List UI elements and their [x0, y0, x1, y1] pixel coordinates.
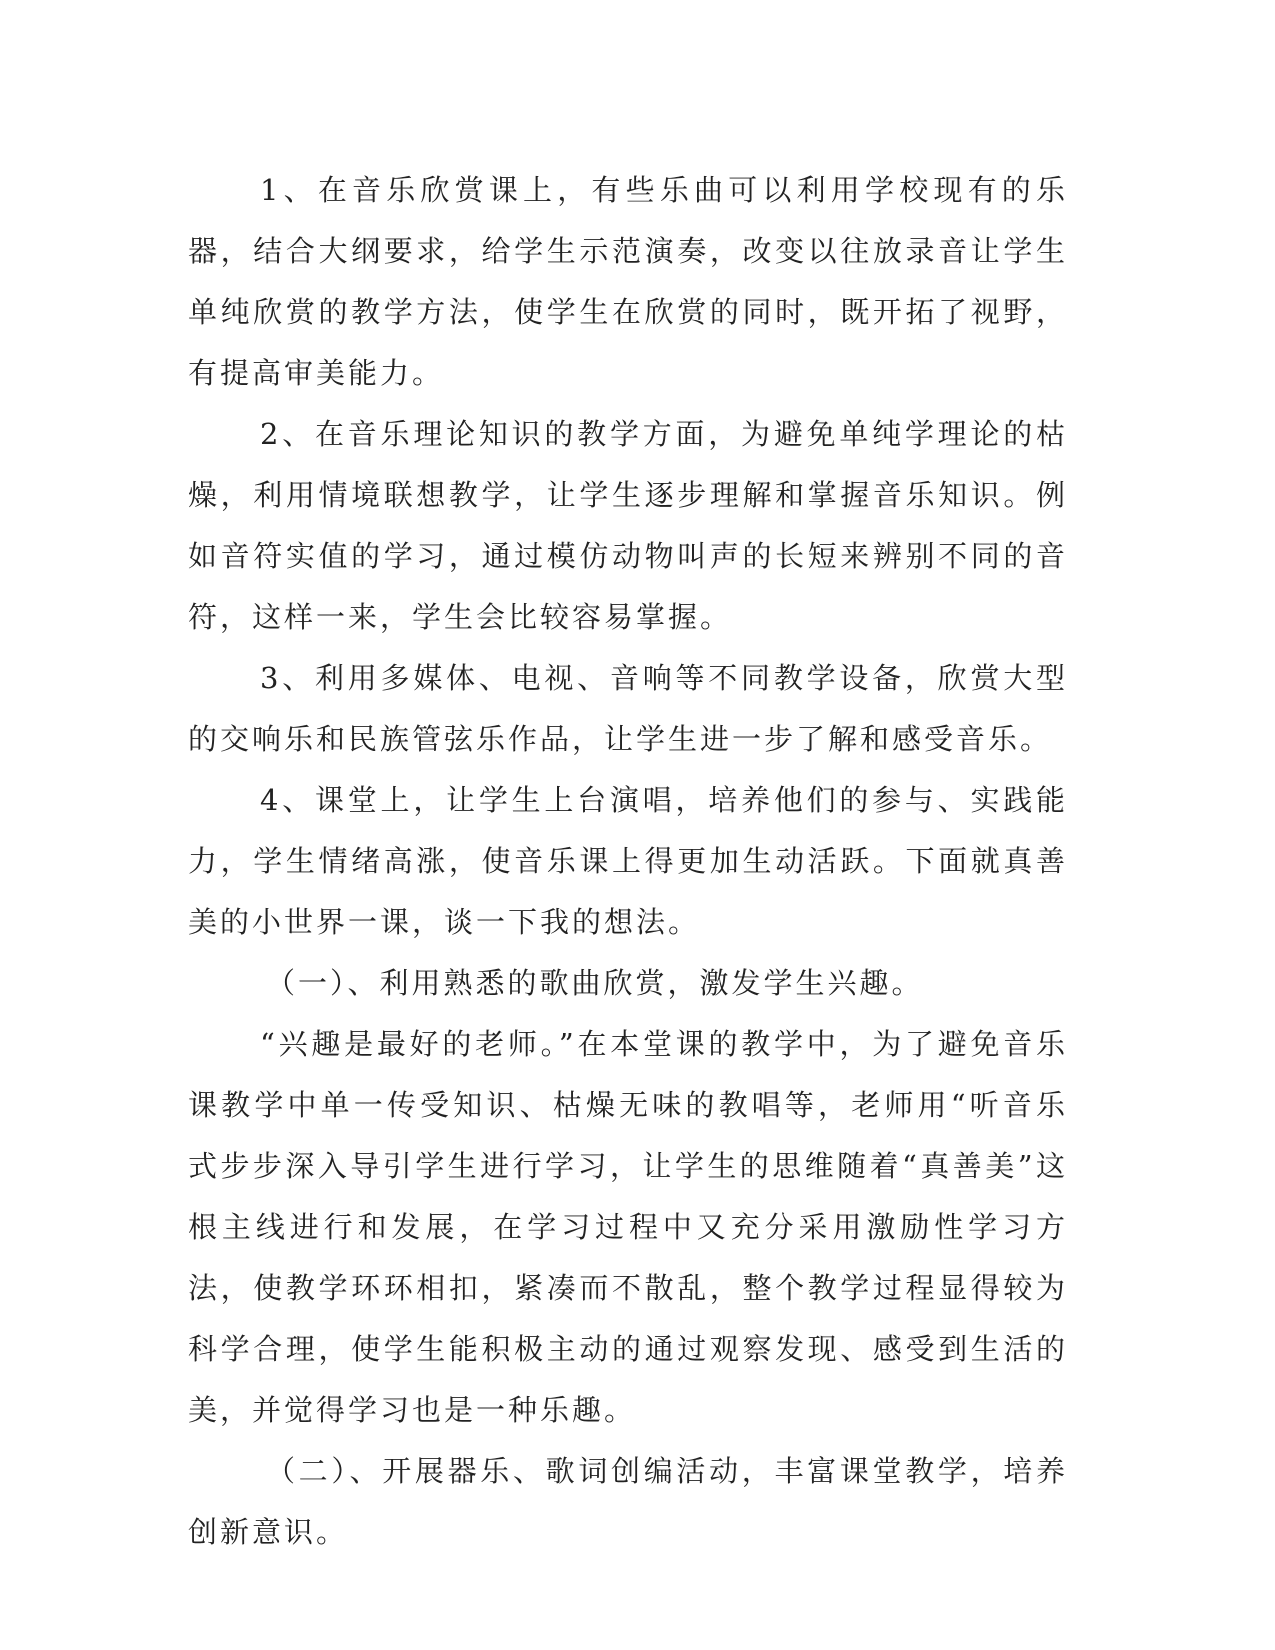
paragraph-5: “兴趣是最好的老师。”在本堂课的教学中，为了避免音乐课教学中单一传受知识、枯燥无味的教唱等，老师用“听音乐式步步深入导引学生进行学习，让学生的思维随着“真善美”这根主线进行和发展，在学习过程中又充分采用激励性学习方法，使教学环环相扣，紧凑而不散乱，整个教学过程显得较为科学合理，使学生能积极主动的通过观察发现、感受到生活的美，并觉得学习也是一种乐趣。 [188, 1027, 1068, 1427]
paragraph-2: 2、在音乐理论知识的教学方面，为避免单纯学理论的枯燥，利用情境联想教学，让学生逐步理解和掌握音乐知识。例如音符实值的学习，通过模仿动物叫声的长短来辨别不同的音符，这样一来，学生会比较容易掌握。 [188, 417, 1068, 634]
paragraph-4: 4、课堂上，让学生上台演唱，培养他们的参与、实践能力，学生情绪高涨，使音乐课上得更加生动活跃。下面就真善美的小世界一课，谈一下我的想法。 [188, 783, 1068, 939]
paragraph-1: 1、在音乐欣赏课上，有些乐曲可以利用学校现有的乐器，结合大纲要求，给学生示范演奏，改变以往放录音让学生单纯欣赏的教学方法，使学生在欣赏的同时，既开拓了视野，有提高审美能力。 [188, 173, 1068, 390]
section-heading-1: （一）、利用熟悉的歌曲欣赏，激发学生兴趣。 [266, 966, 924, 1000]
document-body [188, 160, 1068, 1563]
section-heading-2: （二）、开展器乐、歌词创编活动，丰富课堂教学，培养创新意识。 [188, 1454, 1068, 1549]
paragraph-3: 3、利用多媒体、电视、音响等不同教学设备，欣赏大型的交响乐和民族管弦乐作品，让学生进一步了解和感受音乐。 [188, 661, 1068, 756]
